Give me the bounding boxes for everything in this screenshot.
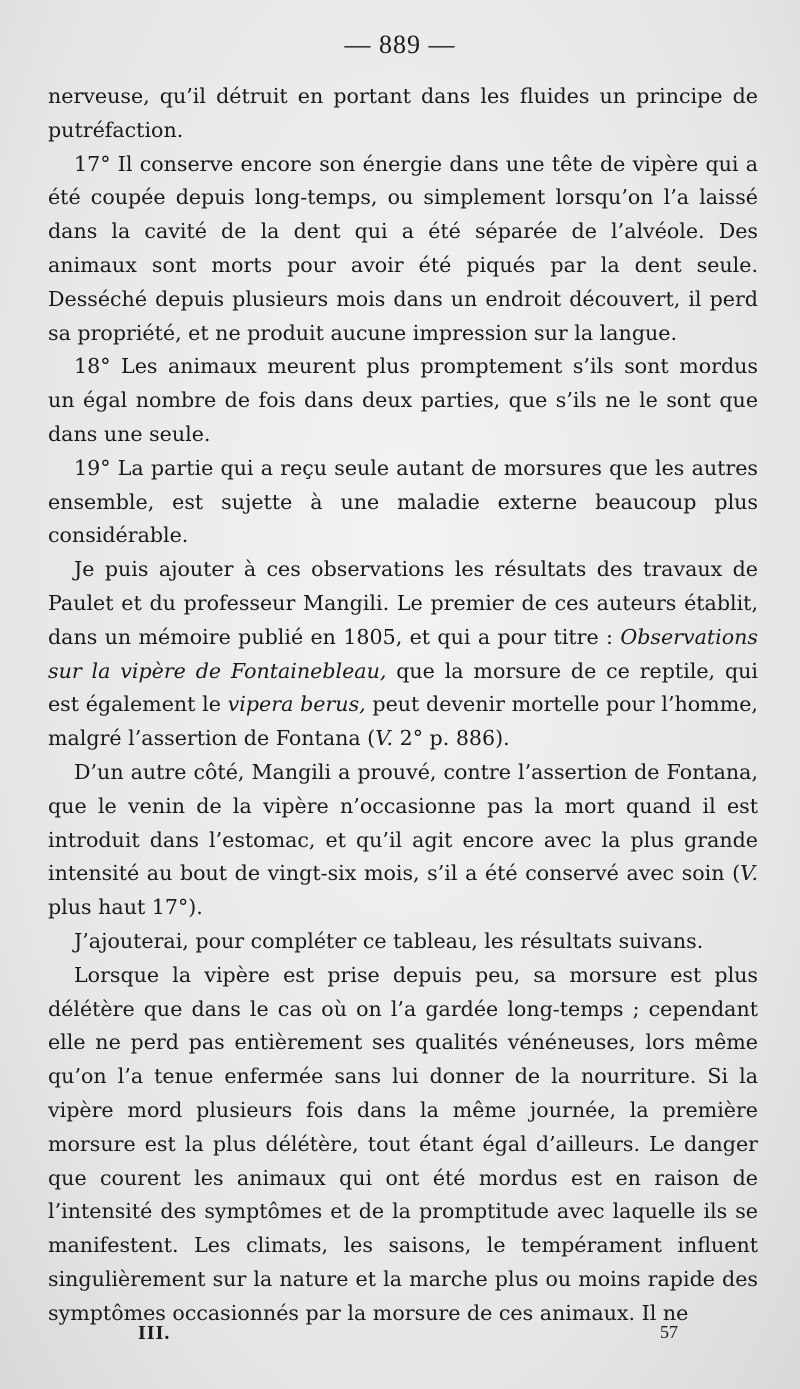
page-number: — 889 — [344,30,456,59]
text-run: peut devenir mortelle pour l’homme, malgré l’assertion de Fontana ( [48,692,758,751]
paragraph [48,756,758,925]
paragraph: nerveuse, qu’il détruit en portant dans les fluides un principe de putréfaction. [48,84,758,142]
paragraph [48,553,758,756]
italic-ref: V. [375,726,394,751]
paragraph: 19° La partie qui a reçu seule autant de morsures que les autres ensemble, est sujette à une maladie externe beaucoup plus considérable. [48,455,758,548]
paragraph: 17° Il conserve encore son énergie dans une tête de vipère qui a été coupée depuis long-temps, ou simplement lorsqu’on l’a laissé dans la cavité de la dent qui a été séparée de l’alvéole. Des animaux sont morts pour avoir été piqués par la dent seule. Desséché depuis plusieurs mois dans un endroit découvert, il perd sa propriété, et ne produit aucune impression sur la langue. [48,151,758,345]
paragraph: 18° Les animaux meurent plus promptement s’ils sont mordus un égal nombre de fois dans deux parties, que s’ils ne le sont que dans une seule. [48,354,758,446]
text-run: Je puis ajouter à ces observations les résultats des travaux de Paulet et du professeur Mangili. Le premier de ces auteurs établit, dans un mémoire publié en 1805, et qui a pour titre : [48,557,758,649]
text-run: 2° p. 886). [393,726,510,751]
italic-ref: V. [740,861,758,886]
paragraph: J’ajouterai, pour compléter ce tableau, les résultats suivans. [74,928,704,953]
italic-title: Observations sur la vipère de Fontainebleau, [48,624,758,683]
page-footer [0,1322,800,1352]
text-run: que la morsure de ce reptile, qui est également le [48,658,758,717]
body-text [48,80,758,1330]
text-run: D’un autre côté, Mangili a prouvé, contre l’assertion de Fontana, que le venin de la vipère n’occasionne pas la mort quand il est introduit dans l’estomac, et qu’il agit encore avec la plus grande intensité au bout de vingt-six mois, s’il a été conservé avec soin ( [48,759,758,886]
text-run: plus haut 17°). [48,895,203,920]
signature-mark: III. [138,1322,171,1344]
sheet-number: 57 [660,1322,678,1342]
paragraph: Lorsque la vipère est prise depuis peu, sa morsure est plus délétère que dans le cas où on l’a gardée long-temps ; cependant elle ne perd pas entièrement ses qualités vénéneuses, lors même qu’on l’a tenue enfermée sans lui donner de la nourriture. Si la vipère mord plusieurs fois dans la même journée, la première morsure est la plus délétère, tout étant égal d’ailleurs. Le danger que courent les animaux qui ont été mordus est en raison de l’intensité des symptômes et de la promptitude avec laquelle ils se manifestent. Les climats, les saisons, le tempérament influent singulièrement sur la nature et la marche plus ou moins rapide des symptômes occasionnés par la morsure de ces animaux. Il ne [48,962,758,1325]
italic-species: vipera berus, [227,692,366,717]
